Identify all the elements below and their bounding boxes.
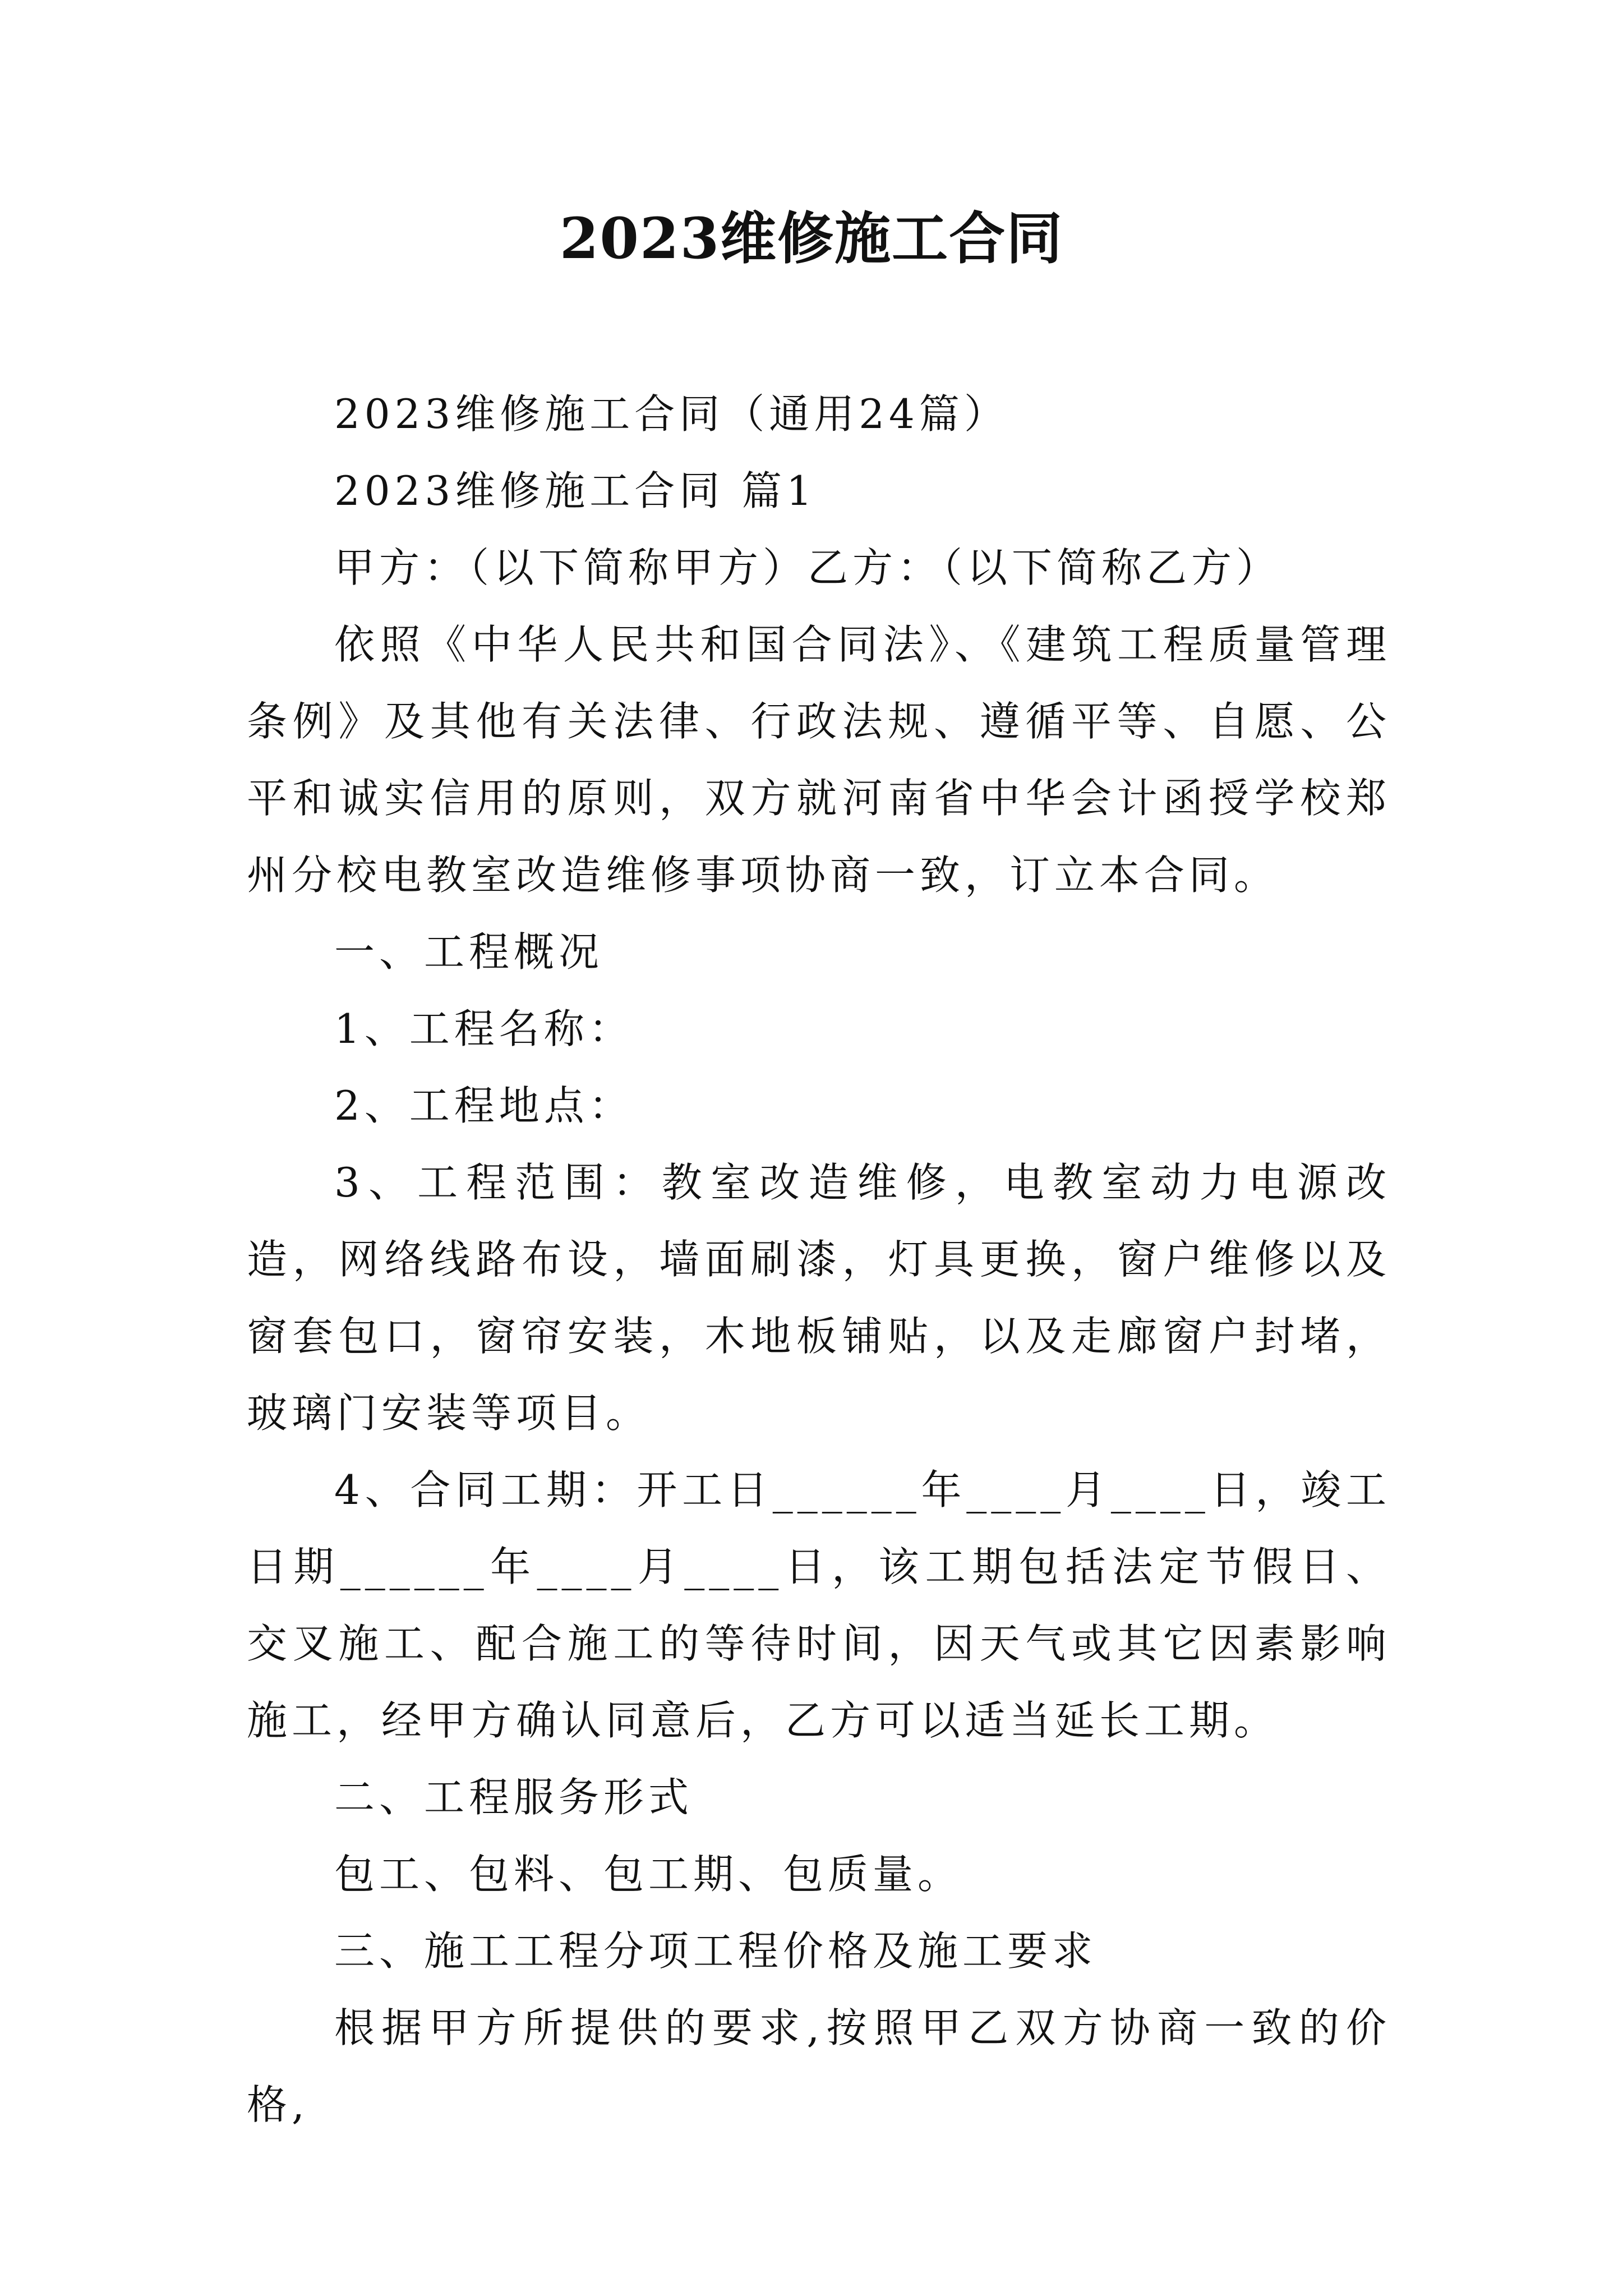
paragraph-project-name: 1、工程名称： <box>334 1005 634 1052</box>
paragraph-heading-service-form: 二、工程服务形式 <box>334 1774 694 1821</box>
paragraph-heading-project-overview: 一、工程概况 <box>334 928 604 976</box>
paragraph-service-form: 包工、包料、包工期、包质量。 <box>334 1851 963 1898</box>
paragraph-project-location: 2、工程地点： <box>334 1082 634 1129</box>
paragraph-subtitle: 2023维修施工合同（通用24篇） <box>334 390 1009 438</box>
paragraph-preamble: 依照《中华人民共和国合同法》、《建筑工程质量管理条例》及其他有关法律、行政法规、遵循平等、自愿、公平和诚实信用的原则，双方就河南省中华会计函授学校郑州分校电教室改造维修事项协商一致，订立本合同。 <box>247 621 1391 899</box>
paragraph-project-scope: 3、工程范围：教室改造维修，电教室动力电源改造，网络线路布设，墙面刷漆，灯具更换，窗户维修以及窗套包口，窗帘安装，木地板铺贴，以及走廊窗户封堵，玻璃门安装等项目。 <box>247 1159 1391 1437</box>
paragraph-heading-pricing: 三、施工工程分项工程价格及施工要求 <box>334 1927 1098 1975</box>
paragraph-contract-period: 4、合同工期：开工日______年____月____日，竣工日期______年____月____日，该工期包括法定节假日、交叉施工、配合施工的等待时间，因天气或其它因素影响施工，经甲方确认同意后，乙方可以适当延长工期。 <box>247 1466 1391 1744</box>
document-body <box>247 376 1391 2143</box>
paragraph-parties: 甲方：（以下简称甲方）乙方：（以下简称乙方） <box>334 544 1281 591</box>
paragraph-pricing: 根据甲方所提供的要求,按照甲乙双方协商一致的价格, <box>247 2004 1391 2128</box>
paragraph-section-heading: 2023维修施工合同 篇1 <box>334 467 817 514</box>
document-title: 2023维修施工合同 <box>559 205 1064 272</box>
